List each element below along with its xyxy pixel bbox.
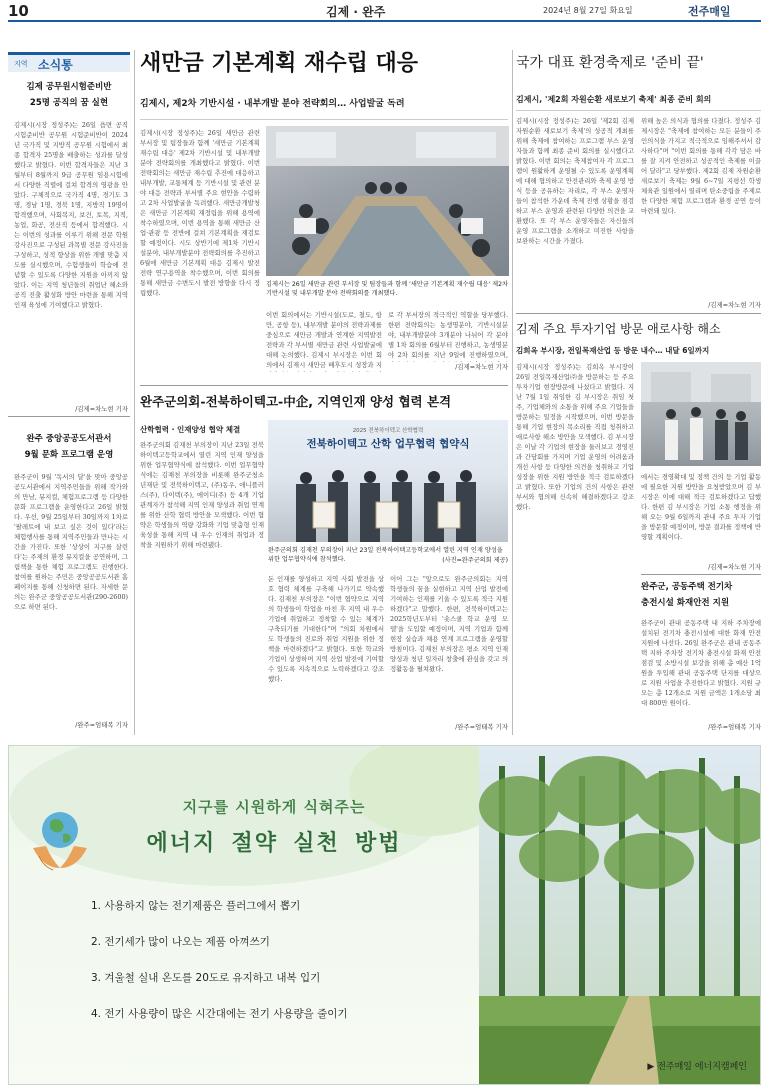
right1-byline: /김제=차노현 기자	[708, 301, 761, 309]
page-number: 10	[8, 2, 29, 20]
main-byline: /김제=차노현 기자	[455, 363, 508, 371]
right2-subheadline: 김희옥 부시장, 전일목재산업 등 방문 내수… 내달 6일까지	[516, 346, 710, 355]
mid-photo-caption: 완주군의회 김재천 부의장이 지난 23일 전북하이텍고등학교에서 열린 지역 인재 양성을 위한 업무협약식에 참석했다.	[268, 547, 503, 563]
right1-headline: 국가 대표 환경축제로 '준비 끝'	[516, 55, 704, 71]
right2-byline: /김제=차노현 기자	[708, 563, 761, 571]
ad-item-2: 2. 전기세가 많이 나오는 제품 아껴쓰기	[91, 936, 270, 948]
campaign-label: ▶ 전주매일 에너지캠페인	[647, 1062, 747, 1072]
sidebar-story1-byline: /김제=차노현 기자	[75, 405, 128, 413]
ad-item-1: 1. 사용하지 않는 전기제품은 플러그에서 뽑기	[91, 900, 301, 912]
divider	[140, 385, 508, 386]
energy-campaign-ad	[8, 745, 761, 1085]
right2-headline: 김제 주요 투자기업 방문 애로사항 해소	[516, 322, 721, 336]
ad-title-line1: 지구를 시원하게 식혀주는	[182, 798, 366, 816]
sidebar-tag-title: 소식통	[38, 58, 73, 72]
main-subheadline: 김제시, 제2차 기반시설 · 내부개발 분야 전략회의… 사업발굴 독려	[140, 99, 405, 109]
right3-body: 완주군이 관내 공동주택 내 지하 주차장에 설치된 전기차 충전시설에 대한 화재 안전 지원에 나선다. 26일 완주군은 관내 공동주택 지하 주차장 전기차 충전시설 화재 안전 점검 및 소방시설 보강을 위해 총 예산 1억 원을 투입해 관내 공동주택 단지를 대상으로 지원 사업을 추진한다고 밝혔다. 지원 규모는 총 12개소로 지원 금액은 1개소당 최대 800만 원이다.	[641, 619, 761, 707]
sidebar-story2-headline-1: 완주 중앙공공도서관서	[26, 434, 112, 444]
right3-byline: /완주=엄태복 기자	[708, 723, 761, 731]
sidebar-tag-small: 지역	[14, 60, 28, 68]
column-divider	[134, 50, 135, 735]
main-headline: 새만금 기본계획 재수립 대응	[140, 51, 419, 76]
main-photo-caption: 김제시는 26일 새만금 관련 부서장 및 팀장들과 함께 '새만금 기본계획 재수립 대응' 제2차 기반시설 및 내부개발 분야 전략회의를 개최했다.	[266, 281, 509, 297]
divider	[516, 110, 761, 111]
sidebar-story2-byline: /완주=엄태복 기자	[75, 721, 128, 729]
ad-title-line2: 에너지 절약 실천 방법	[146, 831, 402, 856]
issue-date: 2024년 8월 27일 화요일	[543, 6, 633, 15]
main-col3: 로 각 부서장의 적극적인 역할을 당부했다. 한편 전략회의는 농생명분야, 기반시설분야, 내부개발분야 3개분야 나뉘어 각 분야별 1차 회의를 6월부터 진행하고, 농생명분야 2차 회의를 지난 9일에 진행하였으며,	[388, 311, 508, 359]
hands-globe-icon	[25, 798, 95, 878]
mid-subheadline: 산학협력 · 인재양성 협약 체결	[140, 425, 241, 434]
right1-col1: 김제시(시장 정성주)는 26일 '제2회 김제 자원순환 새로보기 축제'의 성공적 개최를 위해 축제에 참여하는 프로그램 부스 운영자들과 함께 최종 준비 회의를 실시했다고 밝혔다. 이번 회의는 축제참여자 각 프로그램이 원활하게 운영될 수 있도록 운영계획에 대해 협의하고 안전관리와 축제 운영 방식 등을 공유하는 자리로, 각 부스 운영자들이 참석한 가운데 축제 진행 상황을 점검하고 부스 운영과 관련된 다양한 의견을 교환했다. 또 각 부스 운영자들은 자신들의 운영 프로그램을 소개하고 미진한 사항을 보완하는 시간을 가졌다.	[516, 117, 634, 245]
mou-photo	[268, 420, 508, 542]
mou-banner-title: 전북하이텍고 산학 업무협력 협약식	[306, 438, 470, 450]
factory-visit-illustration	[641, 362, 761, 466]
mou-people-illustration	[268, 420, 508, 542]
factory-visit-photo	[641, 362, 761, 466]
newspaper-name: 전주매일	[688, 5, 731, 18]
divider	[516, 313, 761, 314]
mou-banner-small: 2025 전북하이텍고 산학협력	[352, 428, 424, 434]
main-col1: 김제시(시장 정성주)는 26일 새만금 관련 부서장 및 팀장들과 함께 '새만금 기본계획 재수립 대응' 제2차 기반시설 및 내부개발 분야 전략회의를 개최했다고 밝혔다. 이번 전략회의는 새만금 재수립 추진에 대응하고 내부개발, 교통체계 등 기반시설 및 관련 분야 대응 전략과 부서별 주요 현안을 수렴하고 2차 사업발굴을 독려했다. 새만금개발청은 새만금 기본계획 재정립을 위해 용역에 착수하였으며, 이번 용역을 통해 새만금 산업·관광 등 전반에 걸쳐 기본계획을 재검토할 예정이다. 시도 상반기에 제1차 기반시설분야, 내부개발분야 전략회의를 추진하고 6월에 새만금 기본계획 대응 김제시 발전 전략 연구용역을 착수했으며, 이번 회의를 통해 새만금 수변도시 발전 방향을 다시 정립했다.	[140, 129, 260, 297]
right3-headline-2: 충전시설 화재안전 지원	[641, 598, 730, 608]
right2-col1: 김제시(시장 정성주)는 김희옥 부시장이 26일 전일목재산업㈜을 방문하는 등 주요 투자기업 현장방문에 나섰다고 밝혔다. 지난 7월 1일 취임한 김 부시장은 취임 첫 주, 기업체와의 소통을 위해 주요 기업들을 방문하는 일정을 시작했으며, 이번 방문을 통해 기업 현장의 목소리를 직접 청취하고 애로사항 해소 방안을 모색했다. 김 부시장은 이날 각 기업의 현장을 둘러보고 경영진과 간담회를 가지며 기업 운영의 어려움과 개선 사항 등 다양한 의견을 청취하고 기업 성장을 위한 지원 방안을 적극 검토하겠다고 밝혔다. 또한 기업의 건의 사항은 관련 부서와 협의해 신속히 해결하겠다고 강조했다.	[516, 363, 634, 511]
mid-byline: /완주=엄태복 기자	[455, 723, 508, 731]
meeting-photo	[266, 126, 509, 276]
meeting-photo-illustration	[266, 126, 509, 276]
sidebar-story1-body: 김제시(시장 정성주)는 26일 읍면 공직 시험준비반 공무원 시험준비반이 2024년 국가직 및 지방직 공무원 시험에서 최종 합격자 25명을 배출하는 성과를 달성했다고 밝혔다. 이번 합격자들은 지난 3월부터 8월까지 9급 공무원 임용시험에서 다양한 직렬에 걸쳐 합격의 영광을 안았다. 구체적으로 국가직 4명, 경기도 3명, 경남 1명, 경북 1명, 지방직 19명이 합격했으며, 사회복지, 보건, 토목, 지적, 농업, 화공, 전산직 등에서 합격했다. 시는 이번의 성과를 이루기 위해 전문 학원 강사진으로 구성된 과목별 전문 강사진을 구성하고, 성적 향상을 위한 개별 맞춤 지도를 실시했으며, 수험생들이 학습에 전념할 수 있도록 다양한 지원을 아끼지 않았다. 이는 지역 청년들의 취업난 해소와 공직 진출 활성화 방안 마련을 통해 지역 인재 육성에 기여했다고 밝혔다.	[14, 121, 128, 309]
sidebar-tag	[8, 52, 130, 72]
page-header	[8, 0, 761, 22]
mid-headline: 완주군의회-전북하이텍고-中企, 지역인재 양성 협력 본격	[140, 394, 452, 409]
mid-col1: 완주군의회 김재천 부의장이 지난 23일 전북하이텍고등학교에서 열린 지역 인재 양성을 위한 업무협약식에 참석했다. 이번 업무협약식에는 김재천 부의장을 비롯해 완주군청소년재단 및 전북하이텍고, (주)동우, 애니플러스(주), 다이텍(주), 에이디(주) 등 4개 기업 관계자가 참석해 지역 인재 양성과 취업 연계를 위한 산학 협력 방안을 모색했다. 이번 협약은 학생들의 역량 강화와 기업 맞춤형 인재 육성을 통해 지역 내 우수 인재의 취업과 정착을 지원하기 위해 마련됐다.	[140, 441, 264, 549]
column-divider	[512, 50, 513, 735]
section-title: 김제 · 완주	[326, 5, 386, 19]
divider	[8, 416, 130, 417]
right1-col2: 위해 높은 의식과 협의를 다졌다. 정성주 김제시장은 "축제에 참여하는 모든 분들이 주인의식을 가지고 적극적으로 임해주셔서 감사하다"며 "이번 회의를 통해 각각 담은 바를 잘 지켜 안전하고 성공적인 축제를 이끌어 달라"고 당부했다. 제2회 김제 자원순환 새로보기 축제는 9월 6~7일 지평선 학생체육관 일원에서 열리며 탄소중립을 주제로 한 다양한 체험 프로그램과 환경 공연 등이 마련돼 있다.	[641, 117, 761, 215]
main-col2: 이번 회의에서는 기반시설(도로, 철도, 항만, 공항 등), 내부개발 분야의 전략과제를 중심으로 새만금 개발과 연계한 지역발전 전략과 각 부서별 새만금 관련 사업발굴에 대해 논의했다. 김제시 부시장은 이번 회의에서 김제시 새만금 배후도시 성장과 지	[266, 311, 382, 369]
forest-illustration	[479, 746, 761, 1084]
ad-forest-photo	[479, 746, 761, 1084]
ad-item-4: 4. 전기 사용량이 많은 시간대에는 전기 사용량을 줄이기	[91, 1008, 348, 1020]
mid-photo-credit: (사진=완주군의회 제공)	[442, 557, 508, 564]
right1-subheadline: 김제시, '제2회 자원순환 새로보기 축제' 최종 준비 회의	[516, 95, 712, 104]
sidebar-story2-body: 완주군이 9월 '독서의 달'을 맞아 중앙공공도서관에서 지역주민들을 위해 작가와의 만남, 뮤지컬, 체험프로그램 등 다양한 문화 프로그램을 운영한다고 26일 밝혔다. 우선, 9월 25일부터 30일까지 1차로 '팔레트에 내 보고 싶은 것이 있다'라는 체험행사를 통해 지역주민들과 만나는 시간을 가진다. 또한 '상상이 지구를 살린다'는 주제의 환경 뮤지컬을 공연하며, 그림책을 통한 체험 프로그램도 진행한다. 참여를 원하는 주민은 중앙공공도서관 홈페이지를 통해 신청하면 된다. 자세한 문의는 완주군 중앙공공도서관(290-2600)으로 하면 된다.	[14, 473, 128, 611]
sidebar-story2-headline-2: 9월 문화 프로그램 운영	[24, 450, 114, 460]
sidebar-story1-headline-2: 25명 공직의 꿈 실현	[29, 98, 109, 108]
mid-col2: 돈 인재를 양성하고 지역 사회 발전을 상호 협력 체계를 구축해 나가기로 약속했다. 김재천 부의장은 "이번 협약으로 지역의 학생들이 학업을 마친 후 지역 내 우수 기업에 취업하고 정착할 수 있는 체계가 구축되기를 기대한다"며 "의회 차원에서도 학생들의 진로와 취업 지원을 위한 정책을 마련하겠다"고 밝혔다. 또한 학교와 기업이 상생하며 지역 산업 발전에 기여할 수 있도록 지속적으로 노력하겠다고 강조했다.	[268, 575, 384, 683]
sidebar-story1-headline-1: 김제 공무원시험준비반	[26, 82, 112, 92]
ad-item-3: 3. 겨울철 실내 온도를 20도로 유지하고 내복 입기	[91, 972, 321, 984]
right3-headline-1: 완주군, 공동주택 전기차	[641, 582, 733, 592]
divider	[641, 574, 761, 575]
right2-col2: 에서는 경영확대 및 정책 건의 등 기업 활동에 필요한 지원 방안을 요청받았으며 김 부시장은 이에 대해 적극 검토하겠다고 답했다. 한편 김 부시장은 기업 소통 행정을 위해 오는 9월 6일까지 관내 주요 투자 기업을 방문할 예정이며, 방문 결과를 정책에 반영할 계획이다.	[641, 473, 761, 541]
ad-left-panel	[9, 746, 479, 1084]
mid-col3: 이어 그는 "앞으로도 완주군의회는 지역 학생들의 꿈을 실현하고 지역 산업 발전에 기여하는 인재를 키울 수 있도록 적극 지원하겠다"고 말했다. 한편, 전북하이텍고는 2025학년도부터 '숏스쿨 학교 운영 모델'을 도입할 예정이며, 지역 기업과 함께 현장 실습과 채용 연계 프로그램을 운영할 방침이다. 김재천 부의장은 평소 지역 인재 양성과 청년 일자리 창출에 관심을 갖고 의정활동을 펼쳐왔다.	[390, 575, 508, 673]
divider	[140, 119, 508, 120]
